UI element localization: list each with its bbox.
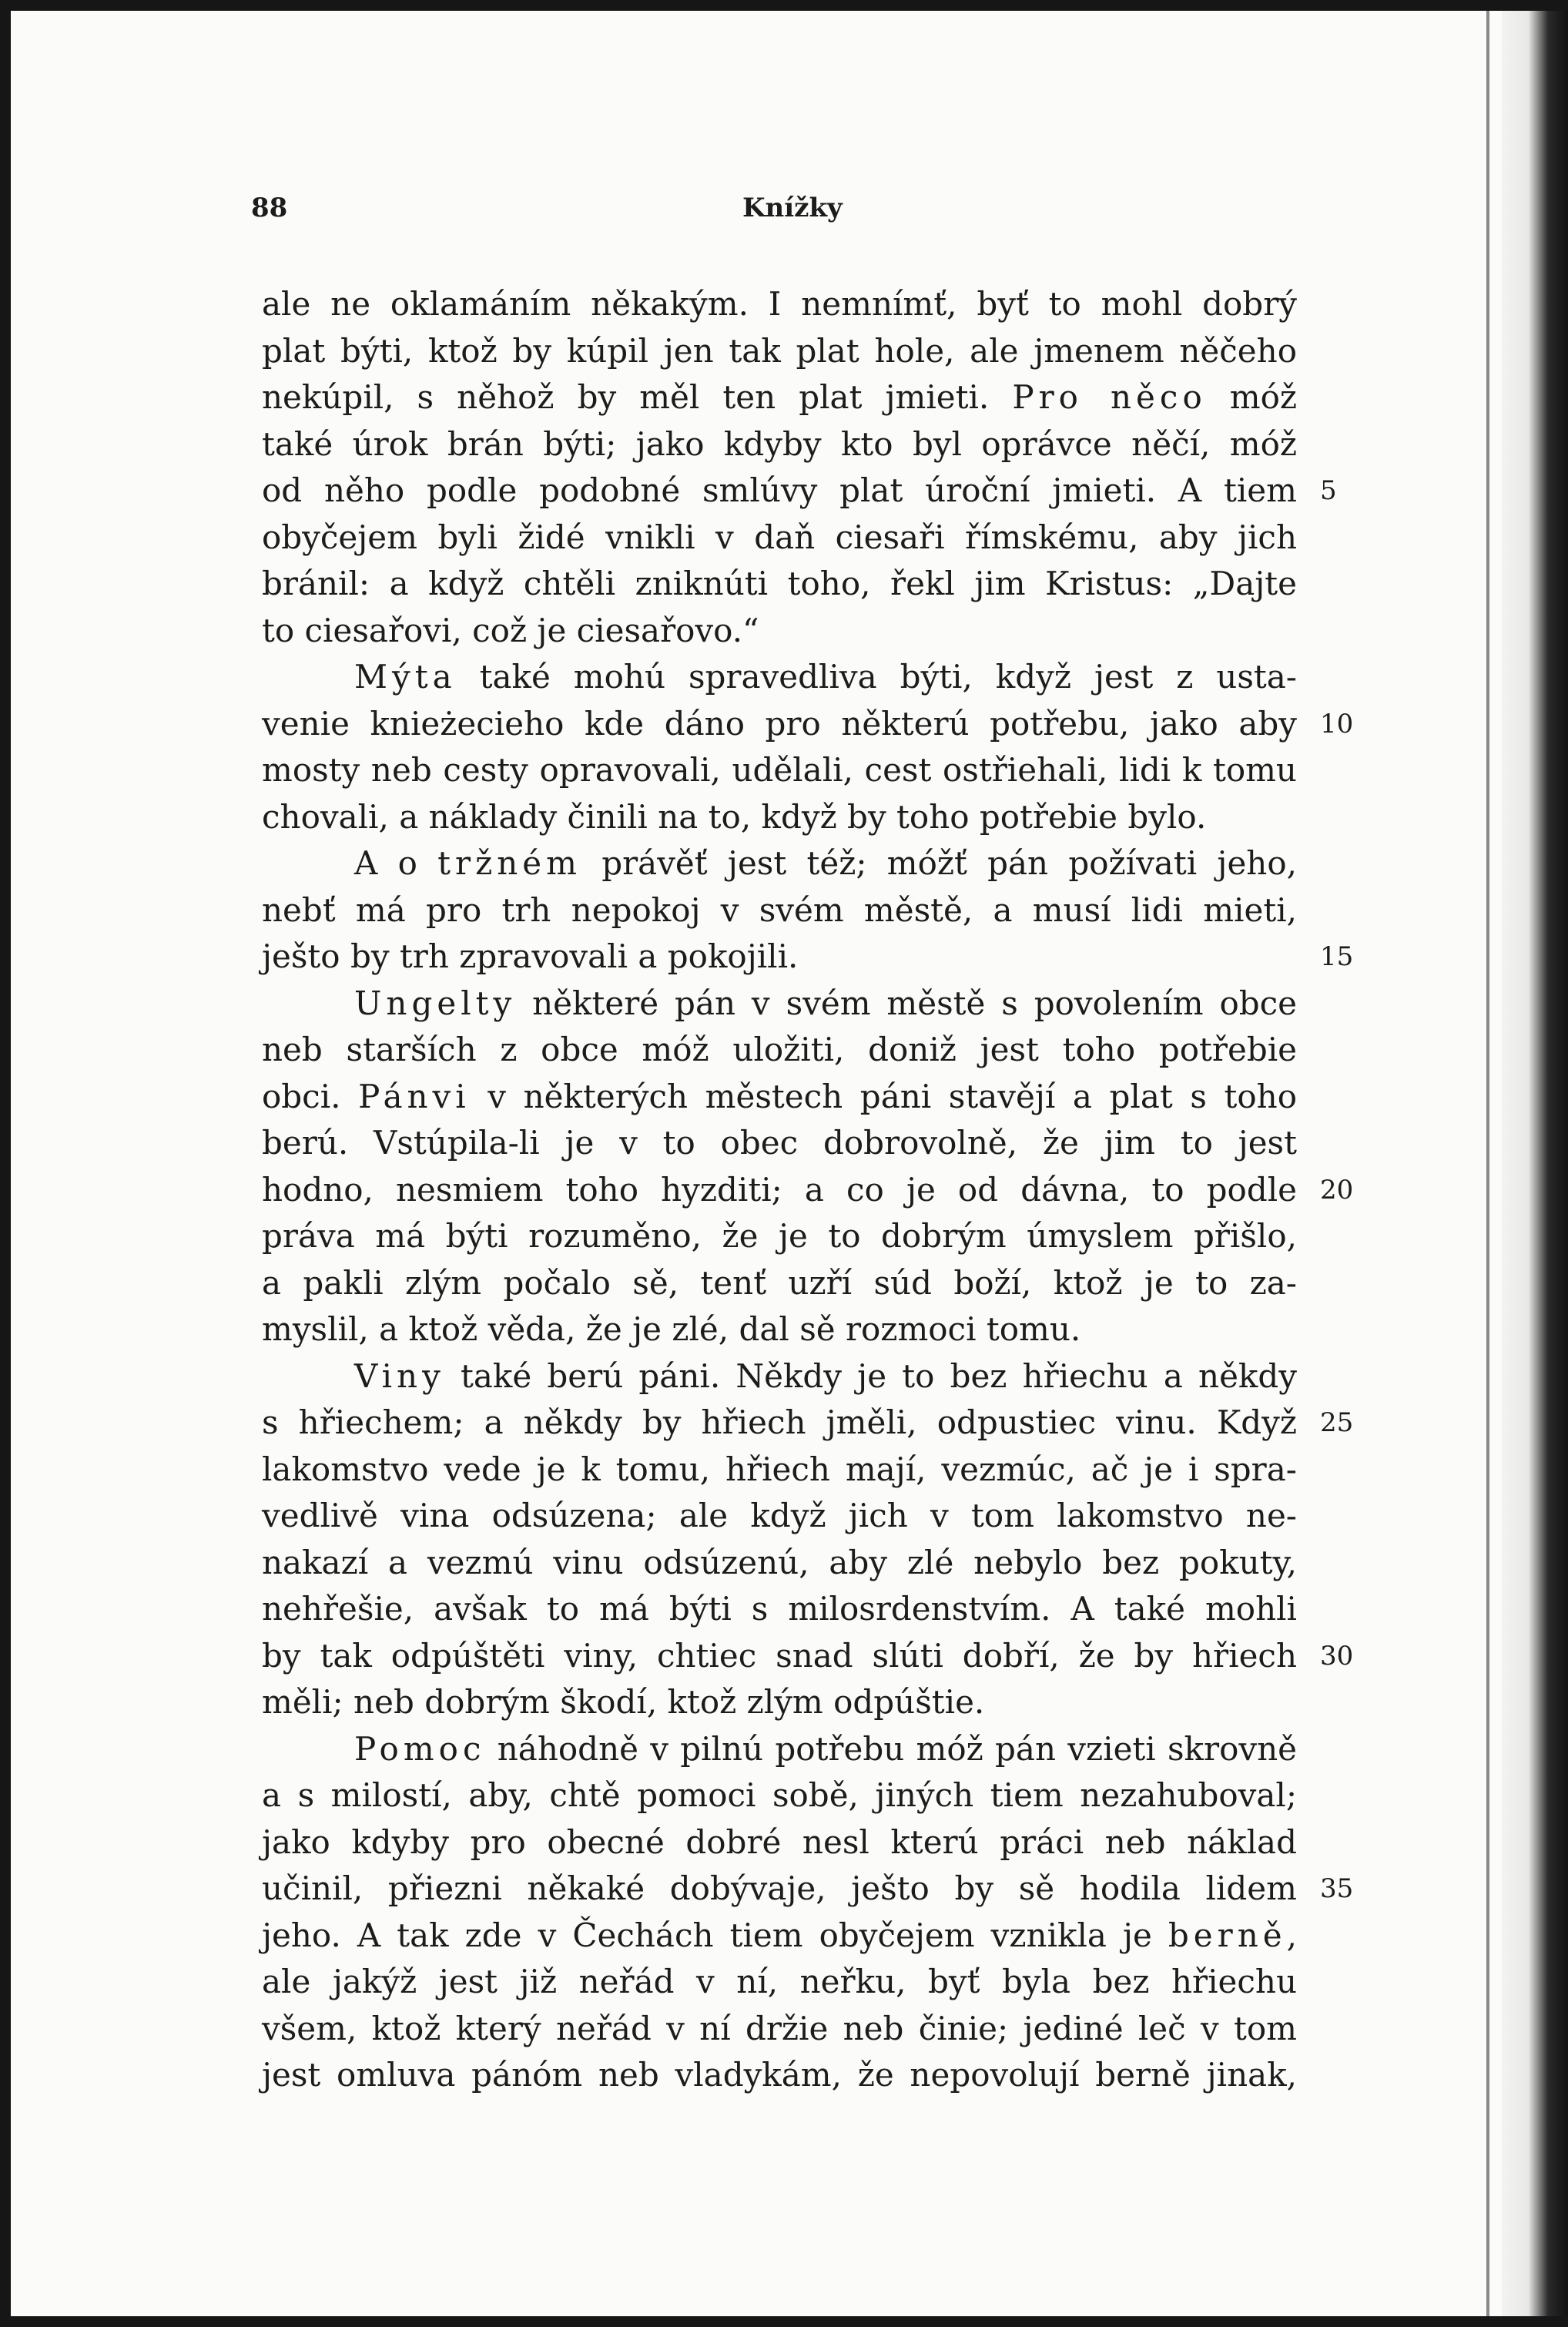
- text-segment: myslil, a ktož věda, že je zlé, dal sě rozmoci tomu.: [262, 1310, 1081, 1348]
- text-segment: vedlivě vina odsúzena; ale když jich v tom lakomstvo ne-: [262, 1497, 1297, 1534]
- text-segment: právěť jest též; móžť pán požívati jeho,: [581, 844, 1297, 882]
- text-line: [262, 1078, 1297, 1116]
- text-line: [262, 1450, 1297, 1489]
- text-segment: A o: [354, 844, 438, 882]
- text-segment: venie knieżecieho kde dáno pro některú potřebu, jako aby: [262, 705, 1297, 743]
- text-segment: nekúpil, s něhož by měl ten plat jmieti.: [262, 378, 1013, 416]
- line-number: 25: [1320, 1407, 1354, 1438]
- text-line: [262, 2056, 1297, 2094]
- text-segment: v některých městech páni stavějí a plat s toho: [470, 1078, 1298, 1115]
- text-line: [262, 1869, 1297, 1908]
- text-segment: všem, ktož který neřád v ní držie neb činie; jediné leč v tom: [262, 2010, 1297, 2047]
- text-segment: móž: [1206, 378, 1298, 416]
- text-line: [262, 1544, 1297, 1582]
- page-header: [11, 193, 1502, 239]
- text-segment: ,: [1286, 1916, 1297, 1954]
- text-segment: měli; neb dobrým škodí, ktož zlým odpúštie.: [262, 1683, 985, 1721]
- text-segment: chovali, a náklady činili na to, když by toho potřebie bylo.: [262, 798, 1207, 836]
- spaced-term: Viny: [354, 1357, 445, 1395]
- line-number: 15: [1320, 941, 1354, 972]
- book-page: [11, 11, 1502, 2316]
- text-segment: jest omluva pánóm neb vladykám, že nepovolují berně jinak,: [262, 2056, 1297, 2094]
- text-line: [262, 1637, 1297, 1675]
- text-segment: nebť má pro trh nepokoj v svém městě, a musí lidi mieti,: [262, 891, 1297, 929]
- text-line: [262, 1776, 1297, 1815]
- text-segment: od něho podle podobné smlúvy plat úroční jmieti. A tiem: [262, 471, 1297, 509]
- text-segment: a pakli zlým počalo sě, tenť uzří súd boží, ktož je to za-: [262, 1264, 1297, 1302]
- text-segment: některé pán v svém městě s povolením obce: [516, 984, 1297, 1022]
- text-segment: ješto by trh zpravovali a pokojili.: [262, 937, 799, 975]
- text-line: [262, 984, 1297, 1023]
- text-line: [262, 518, 1297, 557]
- spaced-term: berně: [1168, 1916, 1287, 1954]
- text-line: [262, 1217, 1297, 1256]
- line-number: 5: [1320, 475, 1337, 506]
- line-number: 10: [1320, 709, 1354, 739]
- text-line: [262, 658, 1297, 696]
- text-line: [262, 1497, 1297, 1535]
- line-number: 35: [1320, 1873, 1354, 1904]
- spaced-term: Pro něco: [1012, 378, 1207, 416]
- text-segment: náhodně v pilnú potřebu móž pán vzieti skrovně: [485, 1730, 1297, 1768]
- text-line: [262, 1590, 1297, 1628]
- text-segment: plat býti, ktož by kúpil jen tak plat hole, ale jmenem něčeho: [262, 332, 1297, 370]
- text-line: [262, 751, 1297, 790]
- text-line: [262, 1310, 1297, 1349]
- text-line: [262, 1171, 1297, 1209]
- text-segment: ale ne oklamáním někakým. I nemnímť, byť to mohl dobrý: [262, 285, 1297, 323]
- text-line: [262, 2010, 1297, 2048]
- spaced-term: Pomoc: [354, 1730, 486, 1768]
- page-edge-line: [1486, 11, 1489, 2316]
- text-segment: mosty neb cesty opravovali, udělali, cest ostřiehali, lidi k tomu: [262, 751, 1297, 789]
- text-line: [262, 891, 1297, 930]
- text-line: [262, 565, 1297, 603]
- page-number: 88: [251, 193, 288, 223]
- text-line: [262, 378, 1297, 417]
- text-segment: práva má býti rozuměno, že je to dobrým úmyslem přišlo,: [262, 1217, 1297, 1255]
- text-segment: lakomstvo vede je k tomu, hřiech mají, vezmúc, ač je i spra-: [262, 1450, 1297, 1488]
- text-segment: obci.: [262, 1078, 359, 1115]
- text-segment: ale jakýž jest již neřád v ní, neřku, byť byla bez hřiechu: [262, 1963, 1297, 2000]
- text-segment: neb starších z obce móž uložiti, doniž jest toho potřebie: [262, 1031, 1297, 1068]
- text-segment: nakazí a vezmú vinu odsúzenú, aby zlé nebylo bez pokuty,: [262, 1544, 1297, 1581]
- line-number: 30: [1320, 1641, 1354, 1671]
- text-line: [262, 1357, 1297, 1396]
- text-segment: nehřešie, avšak to má býti s milosrdenstvím. A také mohli: [262, 1590, 1297, 1628]
- text-line: [262, 1730, 1297, 1769]
- text-segment: bránil: a když chtěli zniknúti toho, řekl jim Kristus: „Dajte: [262, 565, 1297, 602]
- text-line: [262, 1403, 1297, 1442]
- text-line: [262, 471, 1297, 510]
- text-line: [262, 705, 1297, 743]
- line-number: 20: [1320, 1175, 1354, 1205]
- text-line: [262, 937, 1297, 976]
- page-fore-edge: [1502, 11, 1568, 2316]
- spaced-term: Ungelty: [354, 984, 517, 1022]
- text-line: [262, 1124, 1297, 1162]
- text-segment: také mohú spravedliva býti, když jest z usta-: [456, 658, 1297, 696]
- text-line: [262, 844, 1297, 883]
- text-line: [262, 1823, 1297, 1862]
- text-segment: jako kdyby pro obecné dobré nesl kterú práci neb náklad: [262, 1823, 1297, 1861]
- text-line: [262, 798, 1297, 837]
- text-line: [262, 1264, 1297, 1303]
- running-head: Knížky: [742, 193, 843, 223]
- text-line: [262, 1031, 1297, 1069]
- spaced-term: tržném: [437, 844, 581, 882]
- text-segment: učinil, přiezni někaké dobývaje, ješto by sě hodila lidem: [262, 1869, 1297, 1907]
- text-line: [262, 332, 1297, 371]
- text-line: [262, 285, 1297, 324]
- text-line: [262, 612, 1297, 650]
- text-segment: berú. Vstúpila-li je v to obec dobrovolně, že jim to jest: [262, 1124, 1297, 1162]
- text-segment: a s milostí, aby, chtě pomoci sobě, jiných tiem nezahuboval;: [262, 1776, 1297, 1814]
- text-line: [262, 1683, 1297, 1722]
- spaced-term: Pánvi: [358, 1078, 471, 1115]
- text-segment: hodno, nesmiem toho hyzditi; a co je od dávna, to podle: [262, 1171, 1297, 1209]
- text-segment: by tak odpúštěti viny, chtiec snad slúti dobří, že by hřiech: [262, 1637, 1297, 1675]
- text-segment: jeho. A tak zde v Čechách tiem obyčejem vznikla je: [262, 1916, 1168, 1954]
- text-segment: také berú páni. Někdy je to bez hřiechu a někdy: [444, 1357, 1297, 1395]
- text-segment: to ciesařovi, což je ciesařovo.“: [262, 612, 759, 649]
- text-segment: s hřiechem; a někdy by hřiech jměli, odpustiec vinu. Když: [262, 1403, 1297, 1441]
- text-line: [262, 1963, 1297, 2001]
- spaced-term: Mýta: [354, 658, 457, 696]
- text-line: [262, 1916, 1297, 1955]
- text-line: [262, 425, 1297, 464]
- text-segment: obyčejem byli židé vnikli v daň ciesaři římskému, aby jich: [262, 518, 1297, 556]
- text-segment: také úrok brán býti; jako kdyby kto byl oprávce něčí, móž: [262, 425, 1297, 463]
